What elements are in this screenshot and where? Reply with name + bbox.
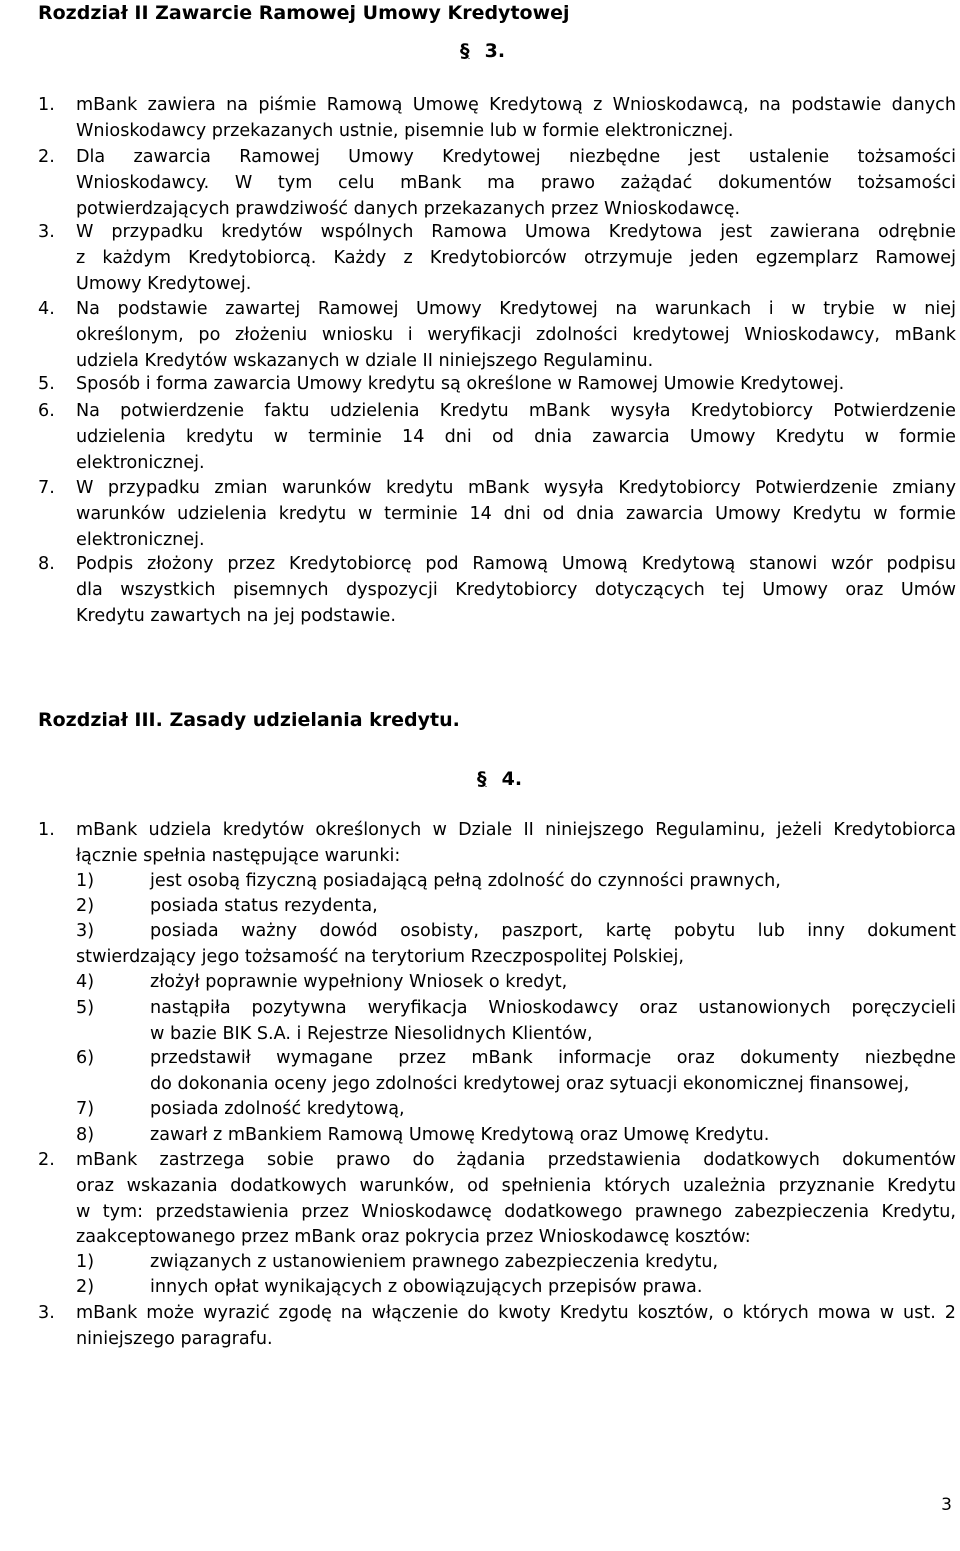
item-line: warunków udzielenia kredytu w terminie 14 dni od dnia zawarcia Umowy Kredytu w formie xyxy=(76,503,956,524)
item-line: udzielenia kredytu w terminie 14 dni od dnia zawarcia Umowy Kredytu w formie xyxy=(76,426,956,447)
item-number: 6. xyxy=(38,401,55,421)
list-item xyxy=(38,476,956,553)
item-number: 3. xyxy=(38,1303,55,1323)
item-line: łącznie spełnia następujące warunki: xyxy=(76,845,401,866)
sub-item-line: innych opłat wynikających z obowiązujących przepisów prawa. xyxy=(150,1277,703,1297)
sub-item-line: związanych z ustanowieniem prawnego zabezpieczenia kredytu, xyxy=(150,1252,719,1272)
item-line: udziela Kredytów wskazanych w dziale II niniejszego Regulaminu. xyxy=(76,350,654,371)
sub-item-line: posiada ważny dowód osobisty, paszport, kartę pobytu lub inny dokument xyxy=(150,921,956,941)
item-line: zaakceptowanego przez mBank oraz pokrycia przez Wnioskodawcę kosztów: xyxy=(76,1227,751,1248)
page-number: 3 xyxy=(941,1495,952,1515)
sub-item xyxy=(76,1123,956,1149)
paragraph-number: 3. xyxy=(484,40,506,62)
item-line: niniejszego paragrafu. xyxy=(76,1328,273,1349)
item-number: 8. xyxy=(38,554,55,574)
list-item xyxy=(38,297,956,374)
sub-item-line: zawarł z mBankiem Ramową Umowę Kredytową oraz Umowę Kredytu. xyxy=(150,1125,770,1145)
item-line: W przypadku kredytów wspólnych Ramowa Umowa Kredytowa jest zawierana odrębnie xyxy=(76,222,956,242)
sub-item-line: nastąpiła pozytywna weryfikacja Wnioskodawcy oraz ustanowionych poręczycieli xyxy=(150,998,956,1018)
item-line: w tym: przedstawienia przez Wnioskodawcę dodatkowego prawnego zabezpieczenia Kredytu, xyxy=(76,1201,956,1222)
sub-item-number: 6) xyxy=(76,1048,95,1068)
sub-item-line: do dokonania oceny jego zdolności kredytowej oraz sytuacji ekonomicznej finansowej, xyxy=(150,1073,910,1094)
item-line: mBank zawiera na piśmie Ramową Umowę Kredytową z Wnioskodawcą, na podstawie danych xyxy=(76,95,956,115)
sub-item xyxy=(76,1275,956,1301)
chapter-3-title: Rozdział III. Zasady udzielania kredytu. xyxy=(38,709,460,731)
item-number: 5. xyxy=(38,374,55,394)
item-number: 3. xyxy=(38,222,55,242)
chapter-2-title: Rozdział II Zawarcie Ramowej Umowy Kredytowej xyxy=(38,2,570,24)
sub-item-number: 2) xyxy=(76,896,95,916)
item-line: oraz wskazania dodatkowych warunków, od spełnienia których uzależnia przyznanie Kredytu xyxy=(76,1175,956,1196)
item-number: 7. xyxy=(38,478,55,498)
sub-item-number: 8) xyxy=(76,1125,95,1145)
section-sign: § xyxy=(460,40,470,62)
sub-item xyxy=(76,1097,956,1123)
sub-item-number: 5) xyxy=(76,998,95,1018)
list-item xyxy=(38,145,956,222)
sub-item-number: 3) xyxy=(76,921,95,941)
item-line: Sposób i forma zawarcia Umowy kredytu są określone w Ramowej Umowie Kredytowej. xyxy=(76,374,845,394)
list-item xyxy=(38,818,956,870)
paragraph-4-marker xyxy=(477,768,522,790)
sub-item xyxy=(76,869,956,895)
sub-item-line: złożył poprawnie wypełniony Wniosek o kredyt, xyxy=(150,972,568,992)
item-number: 2. xyxy=(38,1150,55,1170)
sub-item xyxy=(76,970,956,996)
item-number: 1. xyxy=(38,820,55,840)
paragraph-3-marker xyxy=(460,40,505,62)
sub-item-number: 1) xyxy=(76,1252,95,1272)
sub-item-line: posiada status rezydenta, xyxy=(150,896,378,916)
sub-item xyxy=(76,1046,956,1098)
item-line: Dla zawarcia Ramowej Umowy Kredytowej niezbędne jest ustalenie tożsamości xyxy=(76,147,956,167)
item-line: potwierdzających prawdziwość danych przekazanych przez Wnioskodawcę. xyxy=(76,198,741,219)
item-line: Na potwierdzenie faktu udzielenia Kredytu mBank wysyła Kredytobiorcy Potwierdzenie xyxy=(76,401,956,421)
item-line: dla wszystkich pisemnych dyspozycji Kredytobiorcy dotyczących tej Umowy oraz Umów xyxy=(76,579,956,600)
item-line: mBank zastrzega sobie prawo do żądania przedstawienia dodatkowych dokumentów xyxy=(76,1150,956,1170)
sub-item-line: stwierdzający jego tożsamość na terytorium Rzeczpospolitej Polskiej, xyxy=(76,947,684,967)
item-line: elektronicznej. xyxy=(76,529,205,550)
item-number: 2. xyxy=(38,147,55,167)
list-item xyxy=(38,1148,956,1251)
list-item xyxy=(38,93,956,145)
sub-item-line: przedstawił wymagane przez mBank informacje oraz dokumenty niezbędne xyxy=(150,1048,956,1068)
sub-item-number: 7) xyxy=(76,1099,95,1119)
sub-item-number: 1) xyxy=(76,871,95,891)
sub-item-line: jest osobą fizyczną posiadającą pełną zdolność do czynności prawnych, xyxy=(150,871,781,891)
list-item xyxy=(38,399,956,476)
sub-item-line: posiada zdolność kredytową, xyxy=(150,1099,405,1119)
item-line: W przypadku zmian warunków kredytu mBank wysyła Kredytobiorcy Potwierdzenie zmiany xyxy=(76,478,956,498)
sub-item-line: w bazie BIK S.A. i Rejestrze Niesolidnych Klientów, xyxy=(150,1023,593,1044)
paragraph-number: 4. xyxy=(501,768,523,790)
item-line: z każdym Kredytobiorcą. Każdy z Kredytobiorców otrzymuje jeden egzemplarz Ramowej xyxy=(76,247,956,268)
item-number: 1. xyxy=(38,95,55,115)
item-line: mBank udziela kredytów określonych w Dziale II niniejszego Regulaminu, jeżeli Kredytobiorca xyxy=(76,820,956,840)
item-line: Umowy Kredytowej. xyxy=(76,273,252,294)
list-item xyxy=(38,552,956,629)
item-line: Wnioskodawcy. W tym celu mBank ma prawo zażądać dokumentów tożsamości xyxy=(76,172,956,193)
sub-item xyxy=(76,894,956,920)
item-line: Kredytu zawartych na jej podstawie. xyxy=(76,605,396,626)
sub-item xyxy=(76,996,956,1048)
item-line: elektronicznej. xyxy=(76,452,205,473)
sub-item-number: 2) xyxy=(76,1277,95,1297)
item-number: 4. xyxy=(38,299,55,319)
sub-item-number: 4) xyxy=(76,972,95,992)
list-item xyxy=(38,220,956,297)
sub-item xyxy=(76,1250,956,1276)
sub-item-continuation xyxy=(76,945,956,971)
item-line: Podpis złożony przez Kredytobiorcę pod Ramową Umową Kredytową stanowi wzór podpisu xyxy=(76,554,956,574)
sub-item xyxy=(76,919,956,945)
item-line: Wnioskodawcy przekazanych ustnie, pisemnie lub w formie elektronicznej. xyxy=(76,120,734,141)
list-item xyxy=(38,372,956,398)
item-line: Na podstawie zawartej Ramowej Umowy Kredytowej na warunkach i w trybie w niej xyxy=(76,299,956,319)
list-item xyxy=(38,1301,956,1353)
item-line: mBank może wyrazić zgodę na włączenie do kwoty Kredytu kosztów, o których mowa w ust. 2 xyxy=(76,1303,956,1323)
item-line: określonym, po złożeniu wniosku i weryfikacji zdolności kredytowej Wnioskodawcy, mBank xyxy=(76,324,956,345)
section-sign: § xyxy=(477,768,487,790)
